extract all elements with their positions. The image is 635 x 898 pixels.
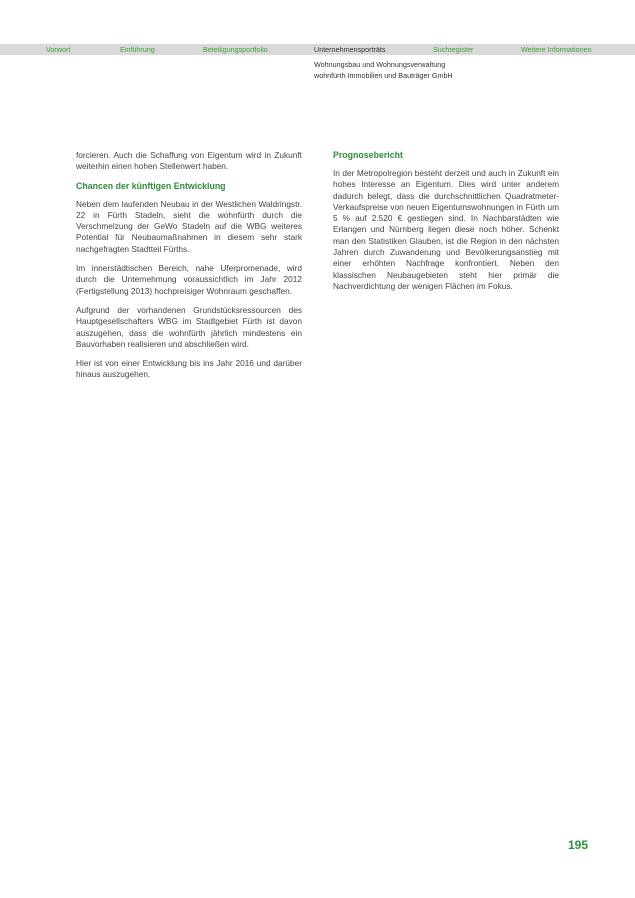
section-heading-prognosebericht: Prognosebericht: [333, 150, 403, 160]
paragraph: Hier ist von einer Entwicklung bis ins Jahr 2016 und darüber hinaus auszugehen.: [76, 358, 302, 380]
nav-item-unternehmensportraets[interactable]: Unternehmensporträts: [314, 45, 386, 54]
company-subtitle: wohnfürth Immobilien und Bauträger GmbH: [314, 71, 453, 80]
top-navigation: [0, 44, 635, 55]
nav-item-vorwort[interactable]: Vorwort: [46, 45, 71, 54]
paragraph: Neben dem laufenden Neubau in der Westlichen Waldringstr. 22 in Fürth Stadeln, sieht die wohnfürth durch die Verschmelzung der GeWo Stadeln auf die WBG weiteres Potential für Neubaumaßnahmen in diesem sehr stark nachgefragten Stadtteil Fürths.: [76, 198, 302, 254]
paragraph: Aufgrund der vorhandenen Grundstücksressourcen des Hauptgesellschafters WBG im Stadtgebiet Fürth ist davon auszugehen, dass die wohnfürth jährlich mindestens ein Bauvorhaben realisieren und abschließen wird.: [76, 304, 302, 349]
nav-item-weitere-informationen[interactable]: Weitere Informationen: [521, 45, 592, 54]
section-heading-chancen: Chancen der künftigen Entwicklung: [76, 180, 226, 191]
left-column: [76, 150, 302, 389]
nav-item-einfuehrung[interactable]: Einführung: [120, 45, 155, 54]
right-column: [333, 150, 559, 300]
nav-item-beteiligungsportfolio[interactable]: Beteiligungsportfolio: [203, 45, 268, 54]
paragraph: Im innerstädtischen Bereich, nahe Uferpromenade, wird durch die Unternehmung voraussichtlich im Jahr 2012 (Fertigstellung 2013) hochpreisiger Wohnraum geschaffen.: [76, 263, 302, 296]
paragraph: In der Metropolregion besteht derzeit und auch in Zukunft ein hohes Interesse an Eigentum. Dies wird unter anderem dadurch belegt, dass die durchschnittlichen Quadratmeter-Verkaufspreise von neuen Eigentumswohnungen in Fürth um 5 % auf 2.520 € gestiegen sind. In Nachbarstädten wie Erlangen und Nürnberg liegen diese noch höher. Schenkt man den Statistiken Glauben, ist die Region in den nächsten Jahren durch Zuwanderung und Bevölkerungsanstieg mit einer erhöhten Nachfrage konfrontiert. Neben den klassischen Neubaugebieten steht hier primär die Nachverdichtung der wenigen Flächen im Fokus.: [333, 168, 559, 291]
intro-paragraph: forcieren. Auch die Schaffung von Eigentum wird in Zukunft weiterhin einen hohen Stellenwert haben.: [76, 150, 302, 172]
nav-item-suchregister[interactable]: Suchregister: [433, 45, 474, 54]
page-number: 195: [568, 838, 589, 852]
section-subtitle: Wohnungsbau und Wohnungsverwaltung: [314, 60, 446, 69]
